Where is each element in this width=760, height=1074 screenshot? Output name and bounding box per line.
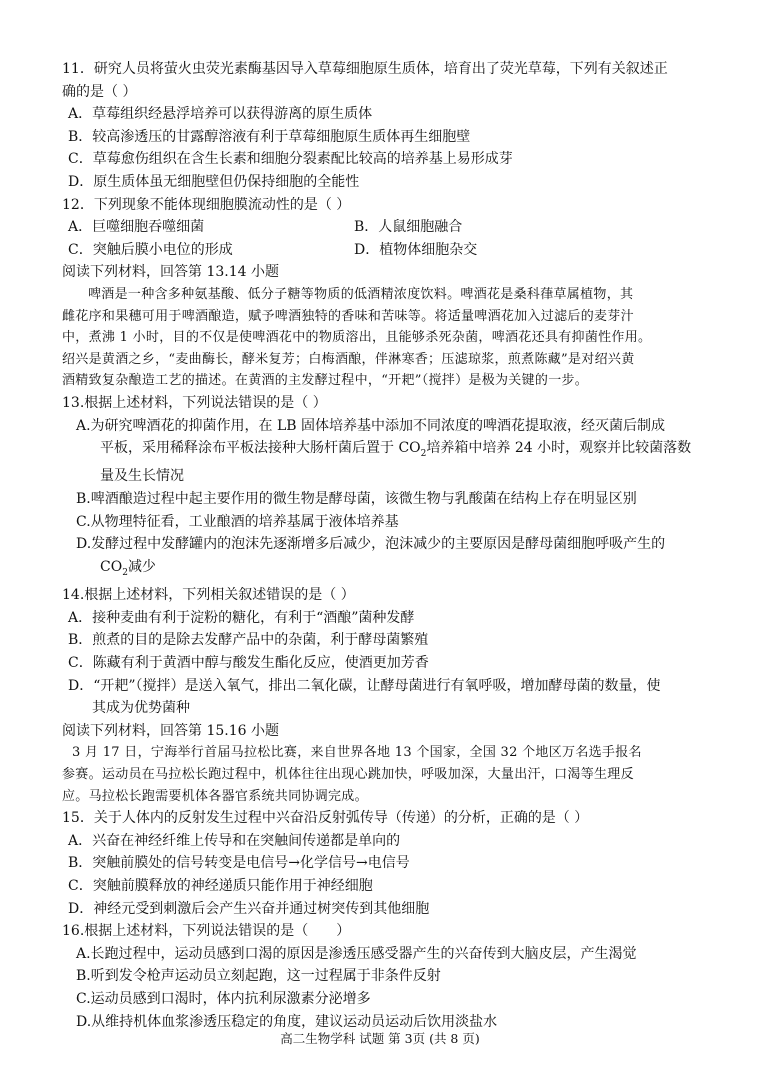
material-line: 参赛。运动员在马拉松长跑过程中，机体往往出现心跳加快，呼吸加深，大量出汗，口渴等生理反 [62,767,634,782]
option-b: B.啤酒酿造过程中起主要作用的微生物是酵母菌，该微生物与乳酸菌在结构上存在明显区别 [76,491,637,508]
option-d-continued: 其成为优势菌种 [92,700,190,717]
option-c: C.运动员感到口渴时，体内抗利尿激素分泌增多 [76,990,371,1007]
option-b: B．突触前膜处的信号转变是电信号→化学信号→电信号 [68,855,410,872]
option-b: B．人鼠细胞融合 [354,219,463,236]
question-stem: 13.根据上述材料，下列说法错误的是（ ） [62,394,327,411]
option-a: A.长跑过程中，运动员感到口渴的原因是渗透压感受器产生的兴奋传到大脑皮层，产生渴觉 [76,945,637,962]
option-a: A．接种麦曲有利于淀粉的糖化，有利于“酒酿”菌种发酵 [68,609,415,626]
option-a-continued: 平板，采用稀释涂布平板法接种大肠杆菌后置于 $CO_2$培养箱中培养 24 小时，观察并比较菌落数 [100,440,692,459]
question-11 [62,58,714,194]
material-line: 应。马拉松长跑需要机体各器官系统共同协调完成。 [62,788,368,804]
option-row [62,239,714,262]
material-header: 阅读下列材料，回答第 13.14 小题 [62,264,279,281]
option-d: D．神经元受到刺激后会产生兴奋并通过树突传到其他细胞 [68,900,430,917]
question-stem: 12．下列现象不能体现细胞膜流动性的是（ ） [62,196,351,213]
reading-material-1 [62,261,714,392]
material-line: 绍兴是黄酒之乡，“麦曲酶长，酵米复芳；白梅酒酿，伴淋寒香；压滤琼浆，煎煮陈藏”是对绍兴黄 [62,351,635,367]
reading-material-2 [62,720,714,807]
option-a: A．草莓组织经悬浮培养可以获得游离的原生质体 [68,106,373,123]
question-stem: 14.根据上述材料，下列相关叙述错误的是（ ） [62,587,355,604]
question-stem: 确的是（ ） [62,83,137,100]
option-a-continued: 量及生长情况 [100,468,184,485]
option-d: D．植物体细胞杂交 [354,241,478,258]
question-14 [62,584,714,720]
material-line: 酒精致复杂酿造工艺的描述。在黄酒的主发酵过程中，“开耙”（搅拌）是极为关键的一步。 [62,373,589,389]
option-a: A．巨噬细胞吞噬细菌 [68,219,205,236]
option-c: C．突触后膜小电位的形成 [68,241,233,258]
question-stem: 16.根据上述材料，下列说法错误的是（ ） [62,923,351,940]
question-15 [62,807,714,920]
question-16 [62,920,714,1033]
option-b: B．煎煮的目的是除去发酵产品中的杂菌，利于酵母菌繁殖 [68,632,429,649]
material-line: 啤酒是一种含多种氨基酸、低分子糖等物质的低酒精浓度饮料。啤酒花是桑科葎草属植物，其 [88,286,634,302]
option-a: A．兴奋在神经纤维上传导和在突触间传递都是单向的 [68,832,401,849]
option-a: A.为研究啤酒花的抑菌作用，在 LB 固体培养基中添加不同浓度的啤酒花提取液，经灭菌后制成 [76,417,666,434]
material-line: 雌花序和果穗可用于啤酒酿造，赋予啤酒独特的香味和苦味等。将适量啤酒花加入过滤后的麦芽汁 [62,308,634,324]
option-b: B．较高渗透压的甘露醇溶液有利于草莓细胞原生质体再生细胞壁 [68,128,471,145]
option-d: D.发酵过程中发酵罐内的泡沫先逐渐增多后减少，泡沫减少的主要原因是酵母菌细胞呼吸产生的 [76,536,666,553]
option-c: C．陈藏有利于黄酒中醇与酸发生酯化反应，使酒更加芳香 [68,655,429,672]
option-c: C.从物理特征看，工业酿酒的培养基属于液体培养基 [76,513,399,530]
option-b: B.听到发令枪声运动员立刻起跑，这一过程属于非条件反射 [76,968,441,985]
material-line: 3 月 17 日，宁海举行首届马拉松比赛，来自世界各地 13 个国家，全国 32 个地区万名选手报名 [72,745,642,761]
question-13 [62,392,714,584]
option-c: C．突触前膜释放的神经递质只能作用于神经细胞 [68,877,373,894]
option-row [62,216,714,239]
option-d: D.从维持机体血浆渗透压稳定的角度，建议运动员运动后饮用淡盐水 [76,1013,498,1030]
option-c: C．草莓愈伤组织在含生长素和细胞分裂素配比较高的培养基上易形成芽 [68,151,513,168]
material-header: 阅读下列材料，回答第 15.16 小题 [62,722,279,739]
page-footer: 高二生物学科 试题 第 3页 (共 8 页) [280,1031,480,1046]
question-stem: 15．关于人体内的反射发生过程中兴奋沿反射弧传导（传递）的分析，正确的是（ ） [62,810,589,827]
option-d-continued: $CO_2$减少 [100,558,156,578]
option-d: D．原生质体虽无细胞壁但仍保持细胞的全能性 [68,173,360,190]
material-line: 中，煮沸 1 小时，目的不仅是使啤酒花中的物质溶出，且能够杀死杂菌，啤酒花还具有抑菌性作用。 [62,330,652,346]
question-stem: 11．研究人员将萤火虫荧光素酶基因导入草莓细胞原生质体，培育出了荧光草莓，下列有关叙述正 [62,61,668,77]
question-12 [62,194,714,262]
option-d: D．“开耙”（搅拌）是送入氧气，排出二氧化碳，让酵母菌进行有氧呼吸，增加酵母菌的数量，使 [68,677,661,694]
